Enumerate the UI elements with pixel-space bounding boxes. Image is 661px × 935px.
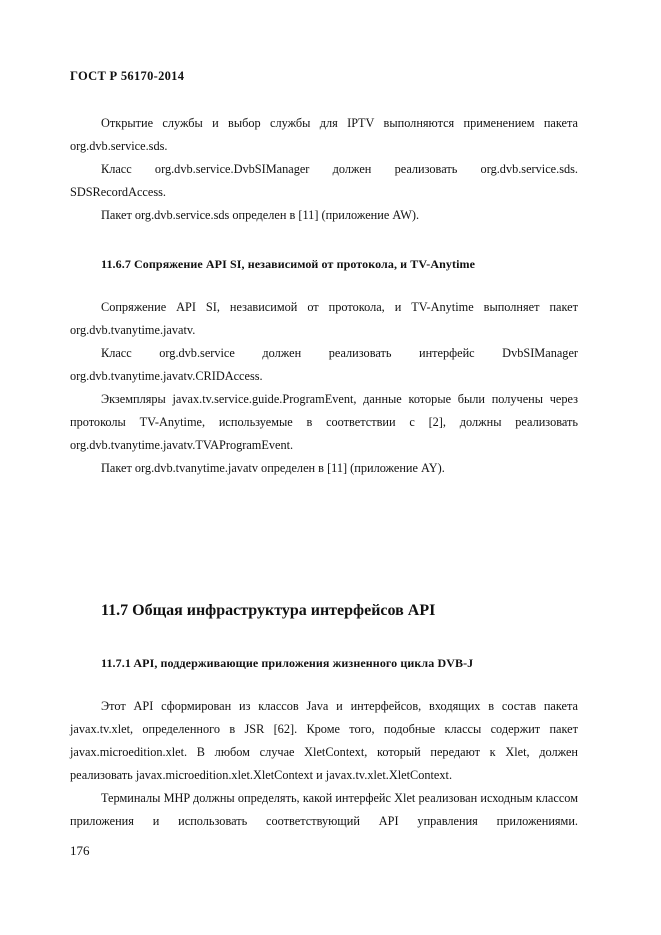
subsection-heading-11-7-1: 11.7.1 API, поддерживающие приложения жизненного цикла DVB-J [101,656,474,670]
paragraph: Терминалы MHP должны определять, какой интерфейс Xlet реализован исходным классом приложения и использовать соответствующий API управления приложениями. [70,791,578,828]
paragraph: Этот API сформирован из классов Java и интерфейсов, входящих в состав пакета javax.tv.xlet, определенного в JSR [62]. Кроме того, подобные классы содержит пакет javax.microedition.xlet. В любом случае XletContext, который передают к Xlet, должен реализовать javax.microedition.xlet.XletContext и javax.tv.xlet.XletContext. [70,699,578,782]
page-number: 176 [70,843,90,858]
paragraph: Класс org.dvb.service.DvbSIManager должен реализовать org.dvb.service.sds. SDSRecordAccess. [70,162,578,199]
paragraph: Экземпляры javax.tv.service.guide.ProgramEvent, данные которые были получены через протоколы TV-Anytime, используемые в соответствии с [2], должны реализовать org.dvb.tvanytime.javatv.TVAProgramEvent. [70,392,578,452]
page-header: ГОСТ Р 56170-2014 [70,69,185,83]
section-sds-text [70,112,578,227]
section-xlet-text [70,695,578,833]
paragraph: Пакет org.dvb.service.sds определен в [11] (приложение AW). [101,208,420,222]
paragraph: Открытие службы и выбор службы для IPTV выполняются применением пакета org.dvb.service.sds. [70,116,578,153]
paragraph: Класс org.dvb.service должен реализовать интерфейс DvbSIManager org.dvb.tvanytime.javatv.CRIDAccess. [70,346,578,383]
section-heading-11-7: 11.7 Общая инфраструктура интерфейсов API [101,602,436,619]
section-tvanytime-text [70,296,578,480]
paragraph: Сопряжение API SI, независимой от протокола, и TV-Anytime выполняет пакет org.dvb.tvanytime.javatv. [70,300,578,337]
subsection-heading-11-6-7: 11.6.7 Сопряжение API SI, независимой от протокола, и TV-Anytime [101,257,476,271]
paragraph: Пакет org.dvb.tvanytime.javatv определен в [11] (приложение AY). [101,461,445,475]
